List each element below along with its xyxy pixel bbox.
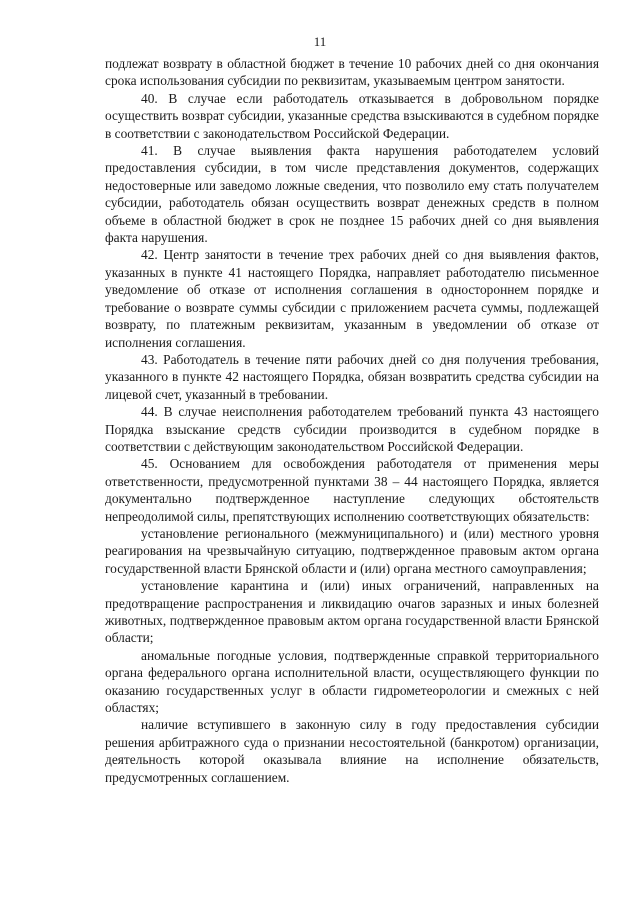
document-body — [105, 55, 599, 786]
paragraph-45: 45. Основанием для освобождения работодателя от применения меры ответственности, предусмотренной пунктами 38 – 44 настоящего Порядка, является документально подтвержденное наступление следующих обстоятельств непреодолимой силы, препятствующих исполнению соответствующих обязательств: — [105, 456, 599, 524]
list-item-quarantine: установление карантина и (или) иных ограничений, направленных на предотвращение распространения и ликвидацию очагов заразных и иных болезней животных, подтвержденное правовым актом органа государственной власти Брянской области; — [105, 578, 599, 646]
paragraph-43: 43. Работодатель в течение пяти рабочих дней со дня получения требования, указанного в пункте 42 настоящего Порядка, обязан возвратить средства субсидии на лицевой счет, указанный в требовании. — [105, 351, 599, 402]
list-item-emergency: установление регионального (межмуниципального) и (или) местного уровня реагирования на чрезвычайную ситуацию, подтвержденное правовым актом органа государственной власти Брянской области и (или) органа местного самоуправления; — [105, 525, 599, 576]
list-item-bankruptcy: наличие вступившего в законную силу в году предоставления субсидии решения арбитражного суда о признании несостоятельной (банкротом) организации, деятельность которой оказывала влияние на исполнение обязательств, предусмотренных соглашением. — [105, 717, 599, 785]
paragraph-40: 40. В случае если работодатель отказывается в добровольном порядке осуществить возврат субсидии, указанные средства взыскиваются в судебном порядке в соответствии с законодательством Российской Федерации. — [105, 90, 599, 141]
paragraph-continuation: подлежат возврату в областной бюджет в течение 10 рабочих дней со дня окончания срока использования субсидии по реквизитам, указываемым центром занятости. — [105, 56, 599, 89]
paragraph-42: 42. Центр занятости в течение трех рабочих дней со дня выявления фактов, указанных в пункте 41 настоящего Порядка, направляет работодателю письменное уведомление об отказе от исполнения соглашения в одностороннем порядке и требование о возврате суммы субсидии с приложением расчета суммы, подлежащей возврату, по платежным реквизитам, указанным в уведомлении об отказе от исполнения соглашения. — [105, 247, 599, 350]
page-number: 11 — [313, 34, 327, 49]
list-item-weather: аномальные погодные условия, подтвержденные справкой территориального органа федерального органа исполнительной власти, осуществляющего функции по оказанию государственных услуг в области гидрометеорологии и смежных с ней областях; — [105, 647, 599, 716]
paragraph-41: 41. В случае выявления факта нарушения работодателем условий предоставления субсидии, в том числе представления документов, содержащих недостоверные или заведомо ложные сведения, что позволило ему стать получателем субсидии, работодатель обязан осуществить возврат денежных средств в полном объеме в областной бюджет в срок не позднее 15 рабочих дней со дня выявления факта нарушения. — [105, 143, 599, 246]
paragraph-44: 44. В случае неисполнения работодателем требований пункта 43 настоящего Порядка взыскание средств субсидии производится в судебном порядке в соответствии с действующим законодательством Российской Федерации. — [105, 404, 599, 454]
